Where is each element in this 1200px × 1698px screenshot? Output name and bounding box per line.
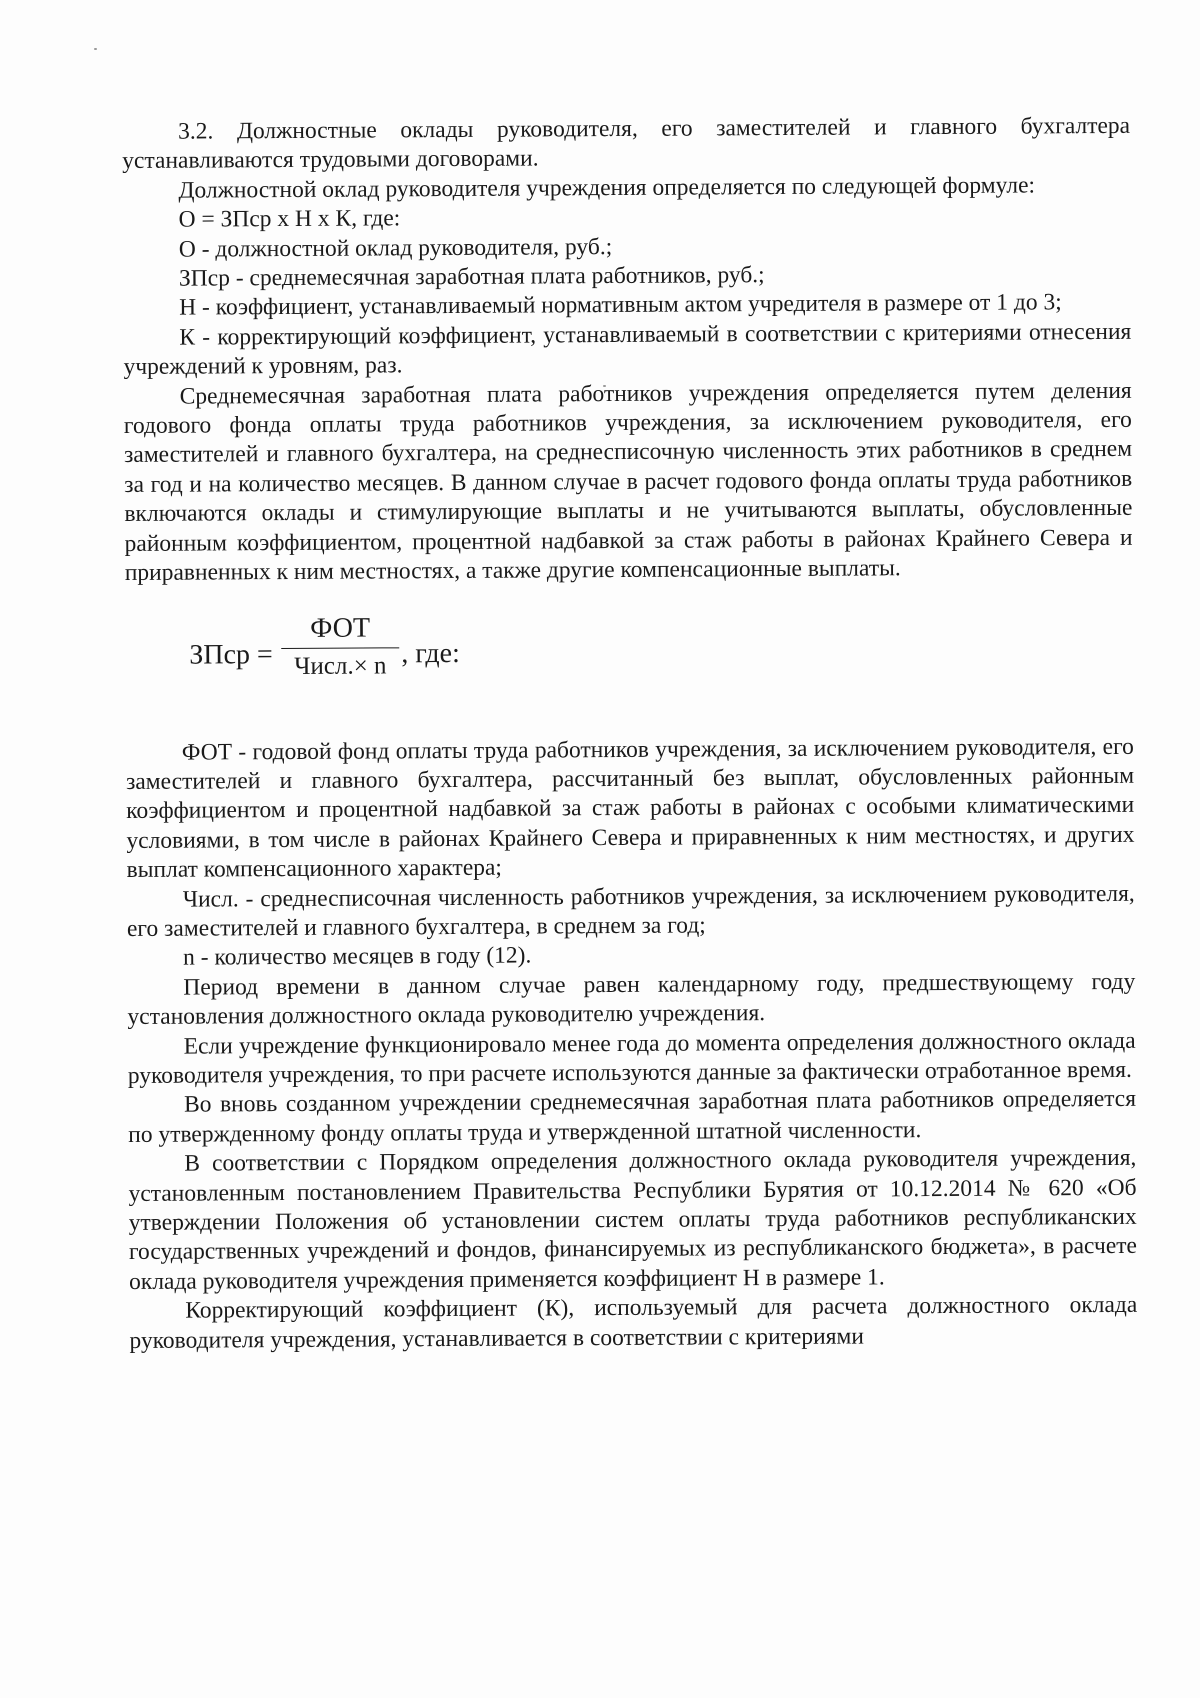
paragraph-resolution-620: В соответствии с Порядком определения должностного оклада руководителя учреждения, установленным постановлением Правительства Республики Бурятия от 10.12.2014 № 620 «Об утверждении Положения об установлении систем оплаты труда работников республиканских государственных учреждений и фондов, финансируемых из республиканского бюджета», в расчете оклада руководителя учреждения применяется коэффициент Н в размере 1. bbox=[128, 1145, 1137, 1295]
paragraph-period: Период времени в данном случае равен календарному году, предшествующему году установления должностного оклада руководителю учреждения. bbox=[127, 968, 1136, 1031]
formula-fraction bbox=[281, 611, 399, 683]
paragraph-less-than-year: Если учреждение функционировало менее года до момента определения должностного оклада руководителя учреждения, то при расчете используются данные за фактически отработанное время. bbox=[127, 1027, 1136, 1089]
formula-main: О = ЗПср х Н х К, где: bbox=[178, 205, 401, 233]
definition-zpsr: ЗПср - среднемесячная заработная плата работников, руб.; bbox=[178, 262, 765, 292]
document-body bbox=[122, 112, 1138, 1356]
definition-fot: ФОТ - годовой фонд оплаты труда работников учреждения, за исключением руководителя, его заместителей и главного бухгалтера, рассчитанный без выплат, обусловленных районным коэффициентом и процентной надбавкой за стаж работы в районах с особыми климатическими условиями, в том числе в районах Крайнего Севера и приравненных к ним местностях, и других выплат компенсационного характера; bbox=[125, 733, 1135, 884]
formula-numerator: ФОТ bbox=[310, 611, 371, 644]
paragraph-new-institution: Во вновь созданном учреждении среднемесячная заработная плата работников определяется по утвержденному фонду оплаты труда и утвержденной штатной численности. bbox=[128, 1086, 1137, 1148]
definition-k: К - корректирующий коэффициент, устанавливаемый в соответствии с критериями отнесения учреждений к уровням, раз. bbox=[123, 318, 1132, 381]
formula-tail: , где: bbox=[401, 637, 460, 669]
salary-formula bbox=[125, 582, 1134, 738]
definition-o: О - должностной оклад руководителя, руб.; bbox=[178, 233, 613, 263]
scan-speck bbox=[94, 48, 97, 50]
definition-n-months: n - количество месяцев в году (12). bbox=[183, 942, 532, 971]
paragraph-average-salary: Среднемесячная заработная плата работников учреждения определяется путем деления годового фонда оплаты труда работников учреждения, за исключением руководителя, его заместителей и главного бухгалтера, на среднесписочную численность этих работников в среднем за год и на количество месяцев. В данном случае в расчет годового фонда оплаты труда работников включаются оклады и стимулирующие выплаты и не учитываются выплаты, обусловленные районным коэффициентом, процентной надбавкой за стаж работы в районах Крайнего Севера и приравненных к ним местностях, а также другие компенсационные выплаты. bbox=[123, 377, 1133, 587]
formula-denominator: Числ.× n bbox=[294, 651, 387, 680]
definition-n: Н - коэффициент, устанавливаемый нормативным актом учредителя в размере от 1 до 3; bbox=[179, 289, 1062, 322]
formula-lhs: ЗПср = bbox=[189, 638, 273, 671]
definition-chisl: Числ. - среднесписочная численность работников учреждения, за исключением руководителя, его заместителей и главного бухгалтера, в среднем за год; bbox=[126, 880, 1135, 942]
paragraph-formula-intro: Должностной оклад руководителя учреждения определяется по следующей формуле: bbox=[178, 172, 1036, 204]
paragraph-3-2: 3.2. Должностные оклады руководителя, его заместителей и главного бухгалтера устанавливаются трудовыми договорами. bbox=[122, 112, 1131, 175]
paragraph-correction-coefficient: Корректирующий коэффициент (К), используемый для расчета должностного оклада руководителя учреждения, устанавливается в соответствии с критериями bbox=[129, 1292, 1138, 1354]
